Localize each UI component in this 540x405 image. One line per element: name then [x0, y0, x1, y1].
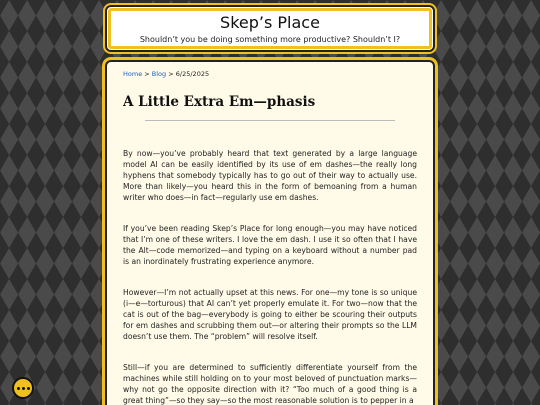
post-paragraph: If you’ve been reading Skep’s Place for long enough—you may have noticed that I’m one of these writers. I love the em dash. I use it so often that I have the Alt—code memorized—and typing on a keyboard without a number pad is an inordinately frustrating experience anymore.	[123, 224, 417, 266]
breadcrumb	[123, 70, 417, 79]
post-body	[123, 148, 417, 405]
breadcrumb-separator: >	[166, 70, 176, 78]
breadcrumb-current-date: 6/25/2025	[175, 70, 210, 78]
breadcrumb-separator: >	[142, 70, 152, 78]
post-paragraph: However—I’m not actually upset at this news. For one—my tone is so unique (i—e—torturous) that AI can’t yet properly emulate it. For two—now that the cat is out of the bag—everybody is going to either be scouring their outputs for em dashes and scrubbing them out—or altering their prompts so the LLM doesn’t use them. The “problem” will resolve itself.	[123, 288, 417, 341]
breadcrumb-blog-link[interactable]: Blog	[151, 70, 167, 78]
site-title[interactable]: Skep’s Place	[220, 13, 320, 32]
title-divider	[145, 120, 395, 121]
post-title: A Little Extra Em—phasis	[123, 94, 316, 110]
breadcrumb-home-link[interactable]: Home	[123, 70, 143, 78]
more-dots-icon	[17, 387, 20, 390]
floating-menu-button[interactable]	[12, 377, 34, 399]
main-content	[105, 60, 435, 405]
post-paragraph: Still—if you are determined to sufficiently differentiate yourself from the machines while still holding on to your most beloved of punctuation marks—why not go the opposite direction with it? “Too much of a good thing is a great thing”—so they say—so the most reasonable solution is to pepper in a	[123, 363, 417, 405]
post-paragraph: By now—you’ve probably heard that text generated by a large language model AI can be easily identified by its use of em dashes—the really long hyphens that somebody typically has to go out of their way to actually use. More than likely—you heard this in the form of bemoaning from a human writer who does—in fact—regularly use em dashes.	[123, 149, 417, 202]
site-header	[105, 5, 435, 52]
site-tagline: Shouldn’t you be doing something more productive? Shouldn’t I?	[139, 35, 401, 44]
